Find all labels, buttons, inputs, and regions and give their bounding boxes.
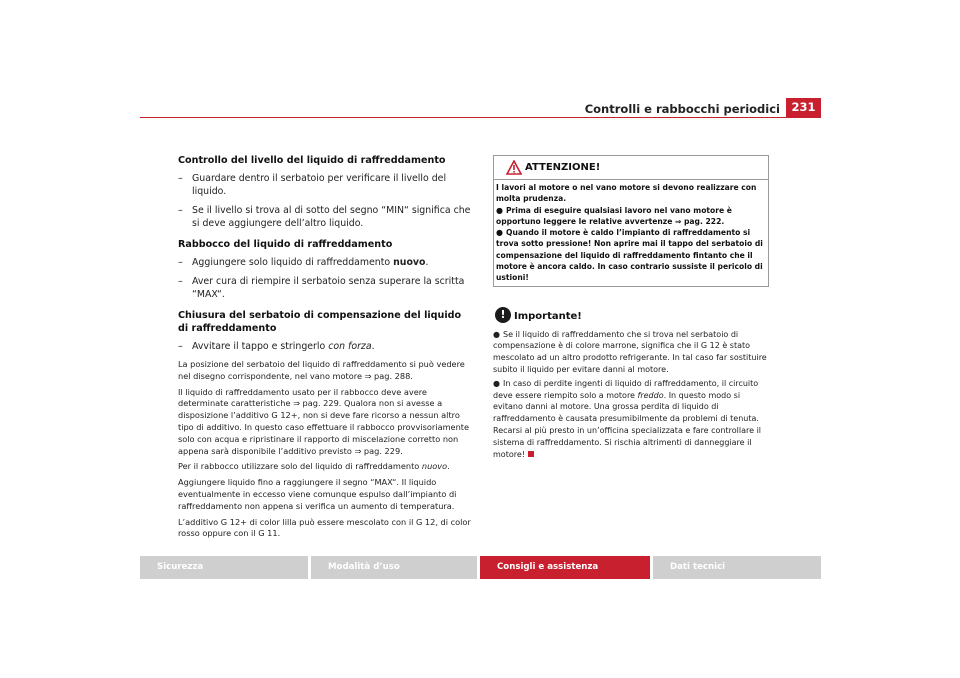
section-heading-close: Chiusura del serbatoio di compensazione del liquido di raffreddamento <box>178 310 462 334</box>
important-bullet-2: ● In caso di perdite ingenti di liquido di raffreddamento, il circuito deve essere riempito solo a motore freddo. In questo modo si evitano danni al motore. Una grossa perdita di liquido di raffreddamento è causata presumibilmente da problemi di tenuta. Recarsi al più presto in un’officina specializzata e fare controllare il sistema di raffreddamento. Si rischia altrimenti di danneggiare il motore! <box>493 378 762 459</box>
running-header-title: Controlli e rabbocchi periodici <box>584 102 780 116</box>
end-of-section-marker <box>528 451 534 457</box>
section-heading-topup: Rabbocco del liquido di raffreddamento <box>178 239 393 250</box>
left-column <box>178 154 473 544</box>
note-max: Aggiungere liquido fino a raggiungere il segno “MAX“. Il liquido eventualmente in eccesso viene comunque espulso dall’impianto di raffreddamento non appena si verifica un aumento di temperatura. <box>178 477 457 511</box>
important-title: Importante! <box>514 310 582 322</box>
warning-bullet-2: ● Quando il motore è caldo l’impianto di raffreddamento si trova sotto pressione! Non aprire mai il tappo del serbatoio di compensazione del liquido di raffreddamento fintanto che il motore è ancora caldo. In caso contrario sussiste il pericolo di ustioni! <box>496 228 763 283</box>
footer-tab-consigli-assistenza[interactable]: Consigli e assistenza <box>480 556 650 579</box>
page-number: 231 <box>786 98 821 117</box>
step-max: – Aver cura di riempire il serbatoio senza superare la scritta “MAX“. <box>178 276 465 300</box>
warning-triangle-icon <box>506 160 522 175</box>
section-heading-check: Controllo del livello del liquido di raffreddamento <box>178 155 446 166</box>
step-screw-cap: – Avvitare il tappo e stringerlo con forza. <box>178 341 375 352</box>
footer-tab-dati-tecnici[interactable]: Dati tecnici <box>653 556 821 579</box>
warning-bullet-1: ● Prima di eseguire qualsiasi lavoro nel vano motore è opportuno leggere le relative avvertenze ⇒ pag. 222. <box>496 205 732 226</box>
note-new-liquid: Per il rabbocco utilizzare solo del liquido di raffreddamento nuovo. <box>178 461 450 472</box>
step-min: – Se il livello si trova al di sotto del segno “MIN“ significa che si deve aggiungere dell’altro liquido. <box>178 205 471 229</box>
step-new-liquid: – Aggiungere solo liquido di raffreddamento nuovo. <box>178 257 429 268</box>
important-header <box>493 307 769 329</box>
warning-title: ATTENZIONE! <box>525 162 601 173</box>
exclamation-icon: ! <box>495 307 511 323</box>
footer-tab-sicurezza[interactable]: Sicurezza <box>140 556 308 579</box>
note-position: La posizione del serbatoio del liquido di raffreddamento si può vedere nel disegno corrispondente, nel vano motore ⇒ pag. 288. <box>178 359 465 381</box>
header-rule <box>140 117 821 118</box>
warning-header <box>494 156 768 180</box>
footer-tab-modalita-uso[interactable]: Modalità d’uso <box>311 556 477 579</box>
step-look: – Guardare dentro il serbatoio per verificare il livello del liquido. <box>178 173 447 197</box>
important-bullet-1: ● Se il liquido di raffreddamento che si trova nel serbatoio di compensazione è di colore marrone, significa che il G 12 è stato mescolato ad un altro prodotto refrigerante. In tal caso far sostituire subito il liquido per evitare danni al motore. <box>493 329 767 375</box>
right-column <box>493 155 769 462</box>
note-characteristics: Il liquido di raffreddamento usato per il rabbocco deve avere determinate caratteristiche ⇒ pag. 229. Qualora non si avesse a disposizione l’additivo G 12+, non si deve fare ricorso a nessun altro tipo di additivo. In questo caso effettuare il rabbocco provvisoriamente solo con acqua e ripristinare il rapporto di miscelazione corretto non appena sarà disponibile l’additivo previsto ⇒ pag. 229. <box>178 386 470 456</box>
note-additive: L’additivo G 12+ di color lilla può essere mescolato con il G 12, di color rosso oppure con il G 11. <box>178 516 471 539</box>
warning-intro: I lavori al motore o nel vano motore si devono realizzare con molta prudenza. <box>496 183 757 204</box>
warning-box <box>493 155 769 287</box>
